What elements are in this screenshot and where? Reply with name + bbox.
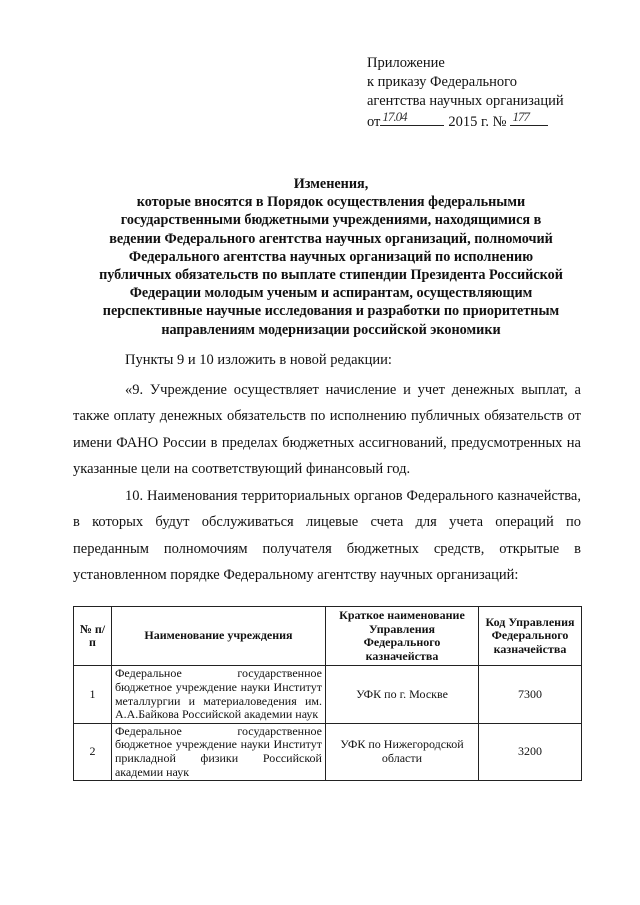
body-text: [73, 347, 581, 589]
row-short-name: УФК по г. Москве: [325, 666, 478, 723]
paragraph-10: 10. Наименования территориальных органов Федерального казначейства, в которых будут обслуживаться лицевые счета для учета операций по переданным полномочиям получателя бюджетных средств, открытые в установленном порядке Федеральному агентству научных организаций:: [73, 487, 581, 583]
row-num: 2: [74, 723, 112, 780]
row-name: Федеральное государственное бюджетное учреждение науки Институт металлургии и материаловедения им. А.А.Байкова Российской академии наук: [111, 666, 325, 723]
appendix-line-1: Приложение: [367, 55, 445, 71]
header-code: Код Управления Федерального казначейства: [479, 607, 582, 666]
number-blank: [510, 111, 548, 126]
title-line-7: перспективные научные исследования и разработки по приоритетным: [102, 303, 560, 320]
row-code: 3200: [479, 723, 582, 780]
appendix-header: [367, 54, 564, 132]
appendix-line-3: агентства научных организаций: [367, 93, 564, 109]
title-heading: Изменения,: [293, 176, 369, 192]
intro-paragraph: Пункты 9 и 10 изложить в новой редакции:: [125, 352, 392, 368]
header-name: Наименование учреждения: [111, 607, 325, 666]
header-num: № п/п: [74, 607, 112, 666]
from-prefix: от: [367, 114, 381, 130]
title-line-1: которые вносятся в Порядок осуществления федеральными: [136, 194, 526, 211]
header-short-name: Краткое наименование Управления Федерального казначейства: [325, 607, 478, 666]
title-line-4: Федерального агентства научных организаций по исполнению: [128, 248, 534, 265]
date-blank: [380, 111, 444, 126]
table-header-row: [74, 607, 582, 666]
title-line-2: государственными бюджетными учреждениями, находящимися в: [120, 212, 542, 229]
row-num: 1: [74, 666, 112, 723]
year-text: 2015 г. №: [448, 114, 507, 130]
title-line-3: ведении Федерального агентства научных организаций, полномочий: [109, 230, 553, 247]
date-handwritten: 17.04: [382, 109, 407, 124]
row-short-name: УФК по Нижегородской области: [325, 723, 478, 780]
table-row: [74, 723, 582, 780]
paragraph-9: «9. Учреждение осуществляет начисление и учет денежных выплат, а также оплату денежных обязательств по исполнению публичных обязательств от имени ФАНО России в пределах бюджетных ассигнований, предусмотренных на указанные цели на соответствующий финансовый год.: [73, 381, 581, 477]
title-line-6: Федерации молодым ученым и аспирантам, осуществляющим: [129, 285, 533, 302]
document-title: [86, 175, 576, 339]
appendix-date-line: [367, 111, 564, 132]
treasury-table: [73, 606, 582, 781]
number-handwritten: 177: [512, 109, 529, 124]
appendix-line-2: к приказу Федерального: [367, 74, 518, 90]
title-line-5: публичных обязательств по выплате стипендии Президента Российской: [99, 267, 563, 284]
table-row: [74, 666, 582, 723]
row-name: Федеральное государственное бюджетное учреждение науки Институт прикладной физики Российской академии наук: [111, 723, 325, 780]
row-code: 7300: [479, 666, 582, 723]
title-line-8: направлениям модернизации российской экономики: [161, 321, 501, 338]
